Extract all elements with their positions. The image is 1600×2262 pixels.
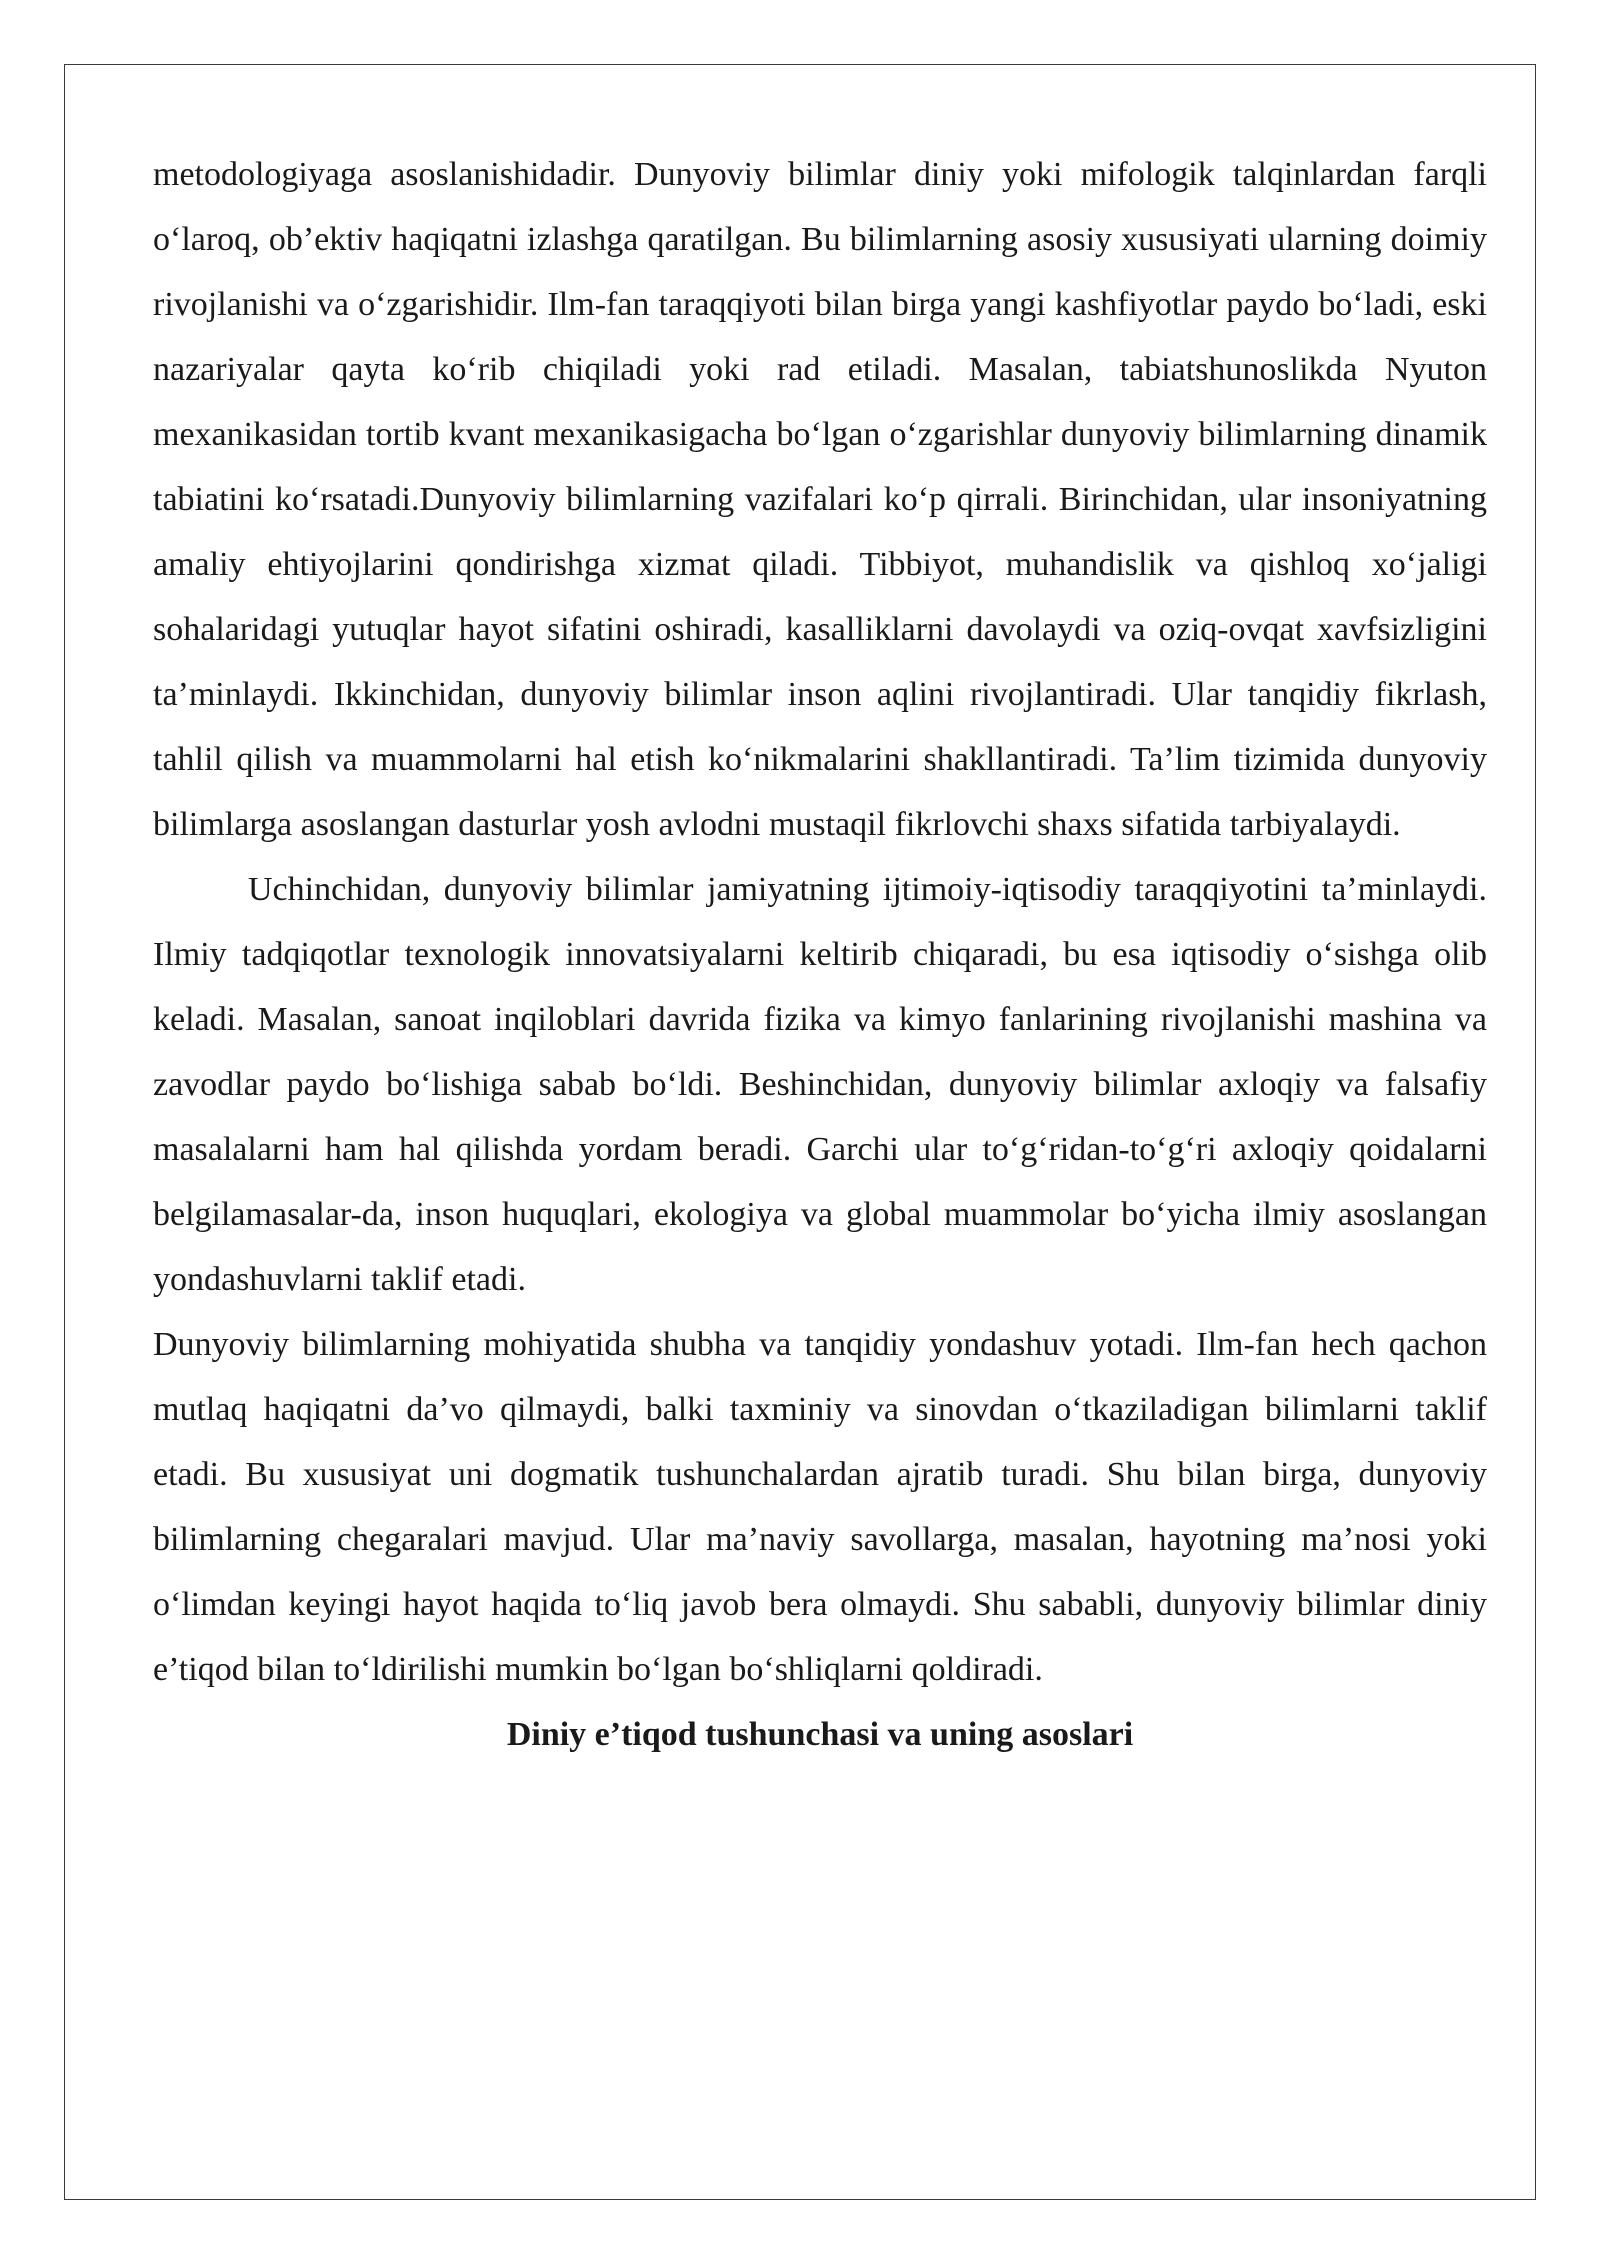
- paragraph-3: Dunyoviy bilimlarning mohiyatida shubha va tanqidiy yondashuv yotadi. Ilm-fan hech qachon mutlaq haqiqatni da’vo qilmaydi, balki taxminiy va sinovdan o‘tkaziladigan bilimlarni taklif etadi. Bu xususiyat uni dogmatik tushunchalardan ajratib turadi. Shu bilan birga, dunyoviy bilimlarning chegaralari mavjud. Ular ma’naviy savollarga, masalan, hayotning ma’nosi yoki o‘limdan keyingi hayot haqida to‘liq javob bera olmaydi. Shu sababli, dunyoviy bilimlar diniy e’tiqod bilan to‘ldirilishi mumkin bo‘lgan bo‘shliqlarni qoldiradi.: [153, 1326, 1487, 1688]
- paragraph-1: metodologiyaga asoslanishidadir. Dunyoviy bilimlar diniy yoki mifologik talqinlardan farqli o‘laroq, ob’ektiv haqiqatni izlashga qaratilgan. Bu bilimlarning asosiy xususiyati ularning doimiy rivojlanishi va o‘zgarishidir. Ilm-fan taraqqiyoti bilan birga yangi kashfiyotlar paydo bo‘ladi, eski nazariyalar qayta ko‘rib chiqiladi yoki rad etiladi. Masalan, tabiatshunoslikda Nyuton mexanikasidan tortib kvant mexanikasigacha bo‘lgan o‘zgarishlar dunyoviy bilimlarning dinamik tabiatini ko‘rsatadi.Dunyoviy bilimlarning vazifalari ko‘p qirrali. Birinchidan, ular insoniyatning amaliy ehtiyojlarini qondirishga xizmat qiladi. Tibbiyot, muhandislik va qishloq xo‘jaligi sohalaridagi yutuqlar hayot sifatini oshiradi, kasalliklarni davolaydi va oziq-ovqat xavfsizligini ta’minlaydi. Ikkinchidan, dunyoviy bilimlar inson aqlini rivojlantiradi. Ular tanqidiy fikrlash, tahlil qilish va muammolarni hal etish ko‘nikmalarini shakllantiradi. Ta’lim tizimida dunyoviy bilimlarga asoslangan dasturlar yosh avlodni mustaqil fikrlovchi shaxs sifatida tarbiyalaydi.: [153, 156, 1487, 843]
- document-body: [153, 142, 1487, 1767]
- paragraph-2: Uchinchidan, dunyoviy bilimlar jamiyatning ijtimoiy-iqtisodiy taraqqiyotini ta’minlaydi. Ilmiy tadqiqotlar texnologik innovatsiyalarni keltirib chiqaradi, bu esa iqtisodiy o‘sishga olib keladi. Masalan, sanoat inqiloblari davrida fizika va kimyo fanlarining rivojlanishi mashina va zavodlar paydo bo‘lishiga sabab bo‘ldi. Beshinchidan, dunyoviy bilimlar axloqiy va falsafiy masalalarni ham hal qilishda yordam beradi. Garchi ular to‘g‘ridan-to‘g‘ri axloqiy qoidalarni belgilamasalar-da, inson huquqlari, ekologiya va global muammolar bo‘yicha ilmiy asoslangan yondashuvlarni taklif etadi.: [153, 871, 1487, 1298]
- section-heading: Diniy e’tiqod tushunchasi va uning asoslari: [506, 1716, 1134, 1753]
